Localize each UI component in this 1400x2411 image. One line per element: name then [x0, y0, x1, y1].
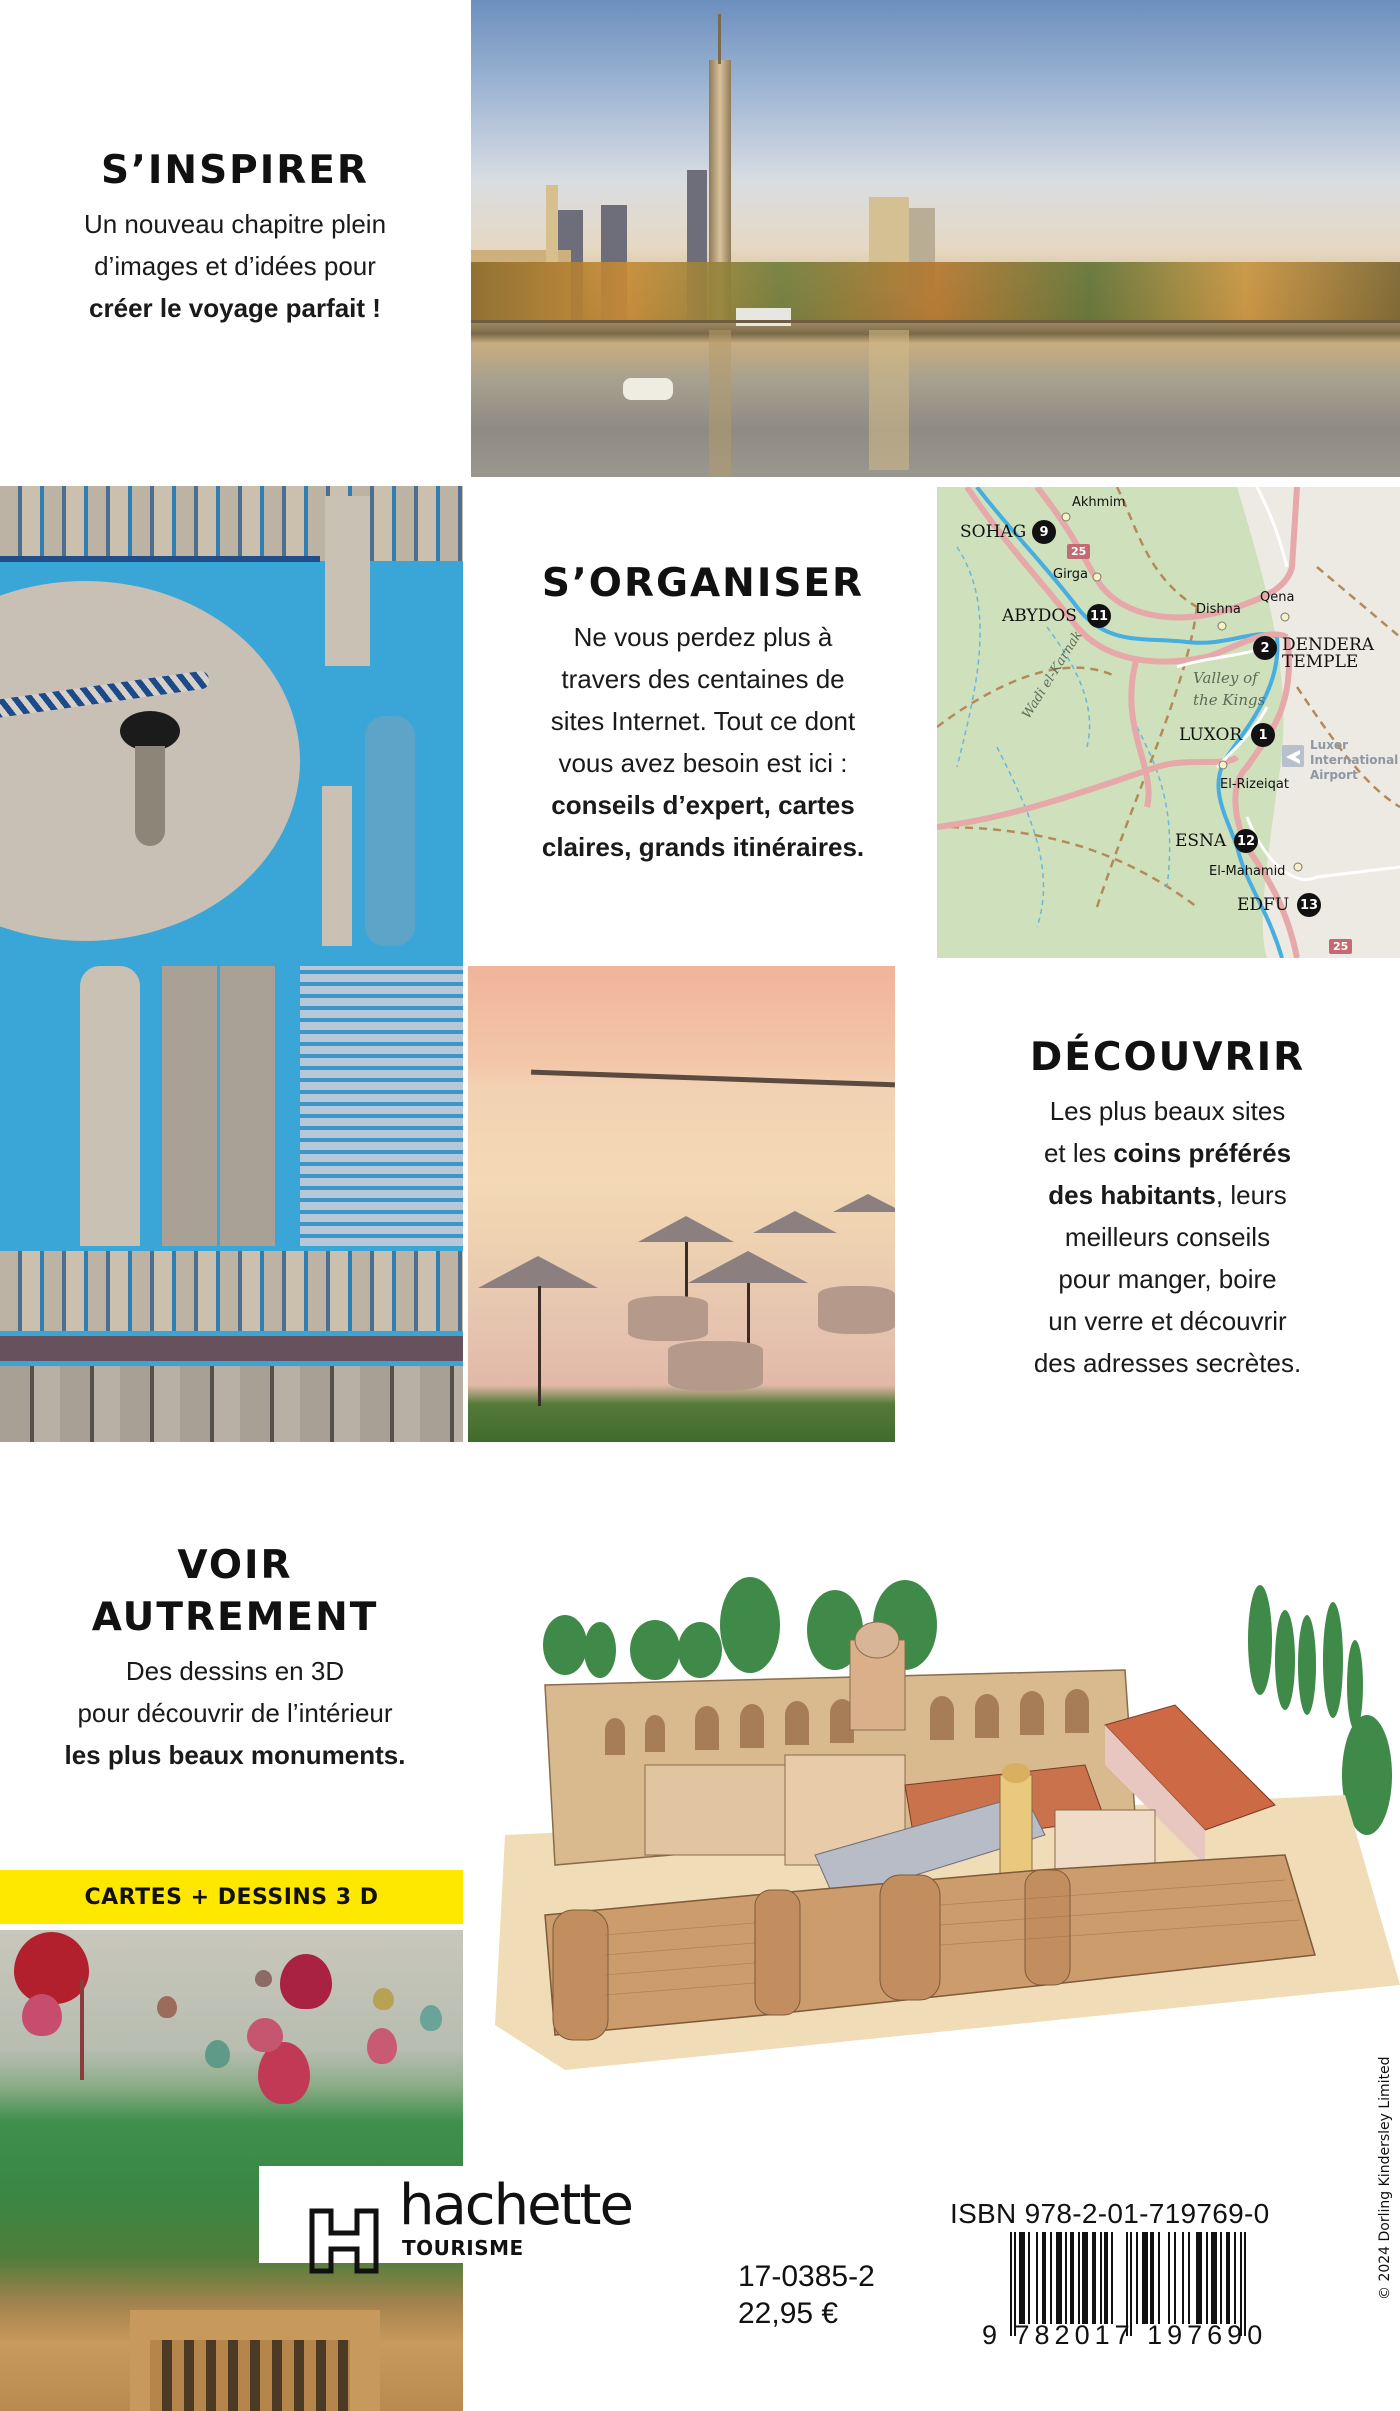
text-line: travers des centaines de — [561, 664, 845, 694]
product-price: 22,95 € — [738, 2297, 839, 2330]
map-town-qena: Qena — [1260, 590, 1295, 605]
map-town-dishna: Dishna — [1196, 602, 1241, 617]
road-shield-25: 25 — [1067, 544, 1090, 559]
map-pin-dendera: 2 — [1253, 636, 1277, 660]
road-shield-25: 25 — [1329, 939, 1352, 954]
section-organiser — [478, 558, 928, 868]
map-feature-valley — [1193, 667, 1265, 711]
map-feature-valley-line2: the Kings — [1193, 691, 1266, 709]
map-label-luxor: LUXOR — [1179, 725, 1243, 745]
section-organiser-body — [478, 616, 928, 868]
copyright-notice: © 2024 Dorling Kindersley Limited — [1377, 2056, 1393, 2300]
map-town-el-mahamid: El-Mahamid — [1209, 864, 1286, 879]
map-label-abydos: ABYDOS — [1002, 606, 1077, 626]
isbn-label: ISBN 978-2-01-719769-0 — [950, 2198, 1270, 2229]
text-line: pour manger, boire — [1058, 1264, 1277, 1294]
region-map — [937, 487, 1400, 958]
maps-drawings-banner — [0, 1870, 463, 1924]
map-town-akhmim: Akhmim — [1072, 495, 1126, 510]
map-pin-sohag: 9 — [1032, 520, 1056, 544]
map-feature-wadi: Wadi el-Karnak — [1019, 628, 1086, 722]
product-code: 17-0385-2 — [738, 2260, 875, 2293]
section-voir-autrement — [10, 1540, 460, 1776]
text-line-bold: créer le voyage parfait ! — [89, 293, 381, 323]
barcode-digits: 9 782017 197690 — [982, 2320, 1268, 2350]
text-line-bold: les plus beaux monuments. — [64, 1740, 406, 1770]
text-line-bold: claires, grands itinéraires. — [541, 832, 865, 862]
section-decouvrir — [945, 1032, 1390, 1384]
section-inspirer-body — [20, 203, 450, 329]
title-line: VOIR — [177, 1543, 293, 1588]
section-organiser-title: S’ORGANISER — [541, 561, 865, 606]
map-pin-abydos: 11 — [1087, 604, 1111, 628]
text-line-bold: conseils d’expert, cartes — [551, 790, 855, 820]
banner-label: CARTES + DESSINS 3 D — [84, 1884, 379, 1910]
publisher-name: hachette — [399, 2173, 632, 2238]
text-span-bold: coins préférés — [1113, 1138, 1292, 1168]
map-feature-valley-line1: Valley of — [1193, 669, 1258, 687]
airport-line: Luxor — [1310, 738, 1349, 752]
section-voir-autrement-title — [10, 1540, 460, 1644]
map-label-edfu: EDFU — [1237, 895, 1290, 915]
map-town-girga: Girga — [1053, 567, 1089, 582]
map-pin-luxor: 1 — [1251, 723, 1275, 747]
section-decouvrir-title: DÉCOUVRIR — [1029, 1035, 1306, 1080]
hieroglyph-photo — [0, 486, 463, 1442]
text-line: pour découvrir de l’intérieur — [77, 1698, 393, 1728]
text-line: Des dessins en 3D — [125, 1656, 345, 1686]
text-span: et les — [1043, 1138, 1114, 1168]
publisher-logo-box — [259, 2166, 639, 2263]
text-line: Les plus beaux sites — [1049, 1096, 1286, 1126]
text-line: des adresses secrètes. — [1033, 1348, 1302, 1378]
map-label-dendera-temple: TEMPLE — [1282, 652, 1359, 672]
section-voir-autrement-body — [10, 1650, 460, 1776]
text-line: sites Internet. Tout ce dont — [550, 706, 856, 736]
map-pin-esna: 12 — [1234, 829, 1258, 853]
text-line: un verre et découvrir — [1048, 1306, 1287, 1336]
cairo-skyline-photo — [471, 0, 1400, 477]
text-span-bold: des habitants — [1048, 1180, 1216, 1210]
section-decouvrir-body — [945, 1090, 1390, 1384]
beach-photo — [468, 966, 895, 1442]
map-label-dendera: DENDERA — [1282, 635, 1375, 655]
map-airport-label — [1310, 738, 1398, 783]
map-terrain-icon — [937, 487, 1400, 958]
text-line: d’images et d’idées pour — [94, 251, 376, 281]
hachette-h-logo-icon — [309, 2208, 379, 2274]
product-info — [738, 2258, 875, 2332]
airport-line: International — [1310, 753, 1399, 767]
airport-line: Airport — [1310, 768, 1358, 782]
text-line: meilleurs conseils — [1064, 1222, 1271, 1252]
section-inspirer — [20, 145, 450, 329]
section-inspirer-title: S’INSPIRER — [101, 148, 369, 193]
text-line: Ne vous perdez plus à — [573, 622, 833, 652]
map-town-el-rizeiqat: El-Rizeiqat — [1220, 777, 1289, 792]
text-line: Un nouveau chapitre plein — [83, 209, 387, 239]
title-line: AUTREMENT — [91, 1595, 379, 1640]
monastery-3d-drawing — [485, 1555, 1400, 2085]
map-label-esna: ESNA — [1175, 831, 1227, 851]
publisher-imprint: TOURISME — [402, 2236, 524, 2260]
text-span: , leurs — [1215, 1180, 1287, 1210]
map-pin-edfu: 13 — [1297, 893, 1321, 917]
text-line: vous avez besoin est ici : — [558, 748, 848, 778]
map-label-sohag: SOHAG — [960, 522, 1027, 542]
monastery-illustration-icon — [485, 1555, 1400, 2085]
